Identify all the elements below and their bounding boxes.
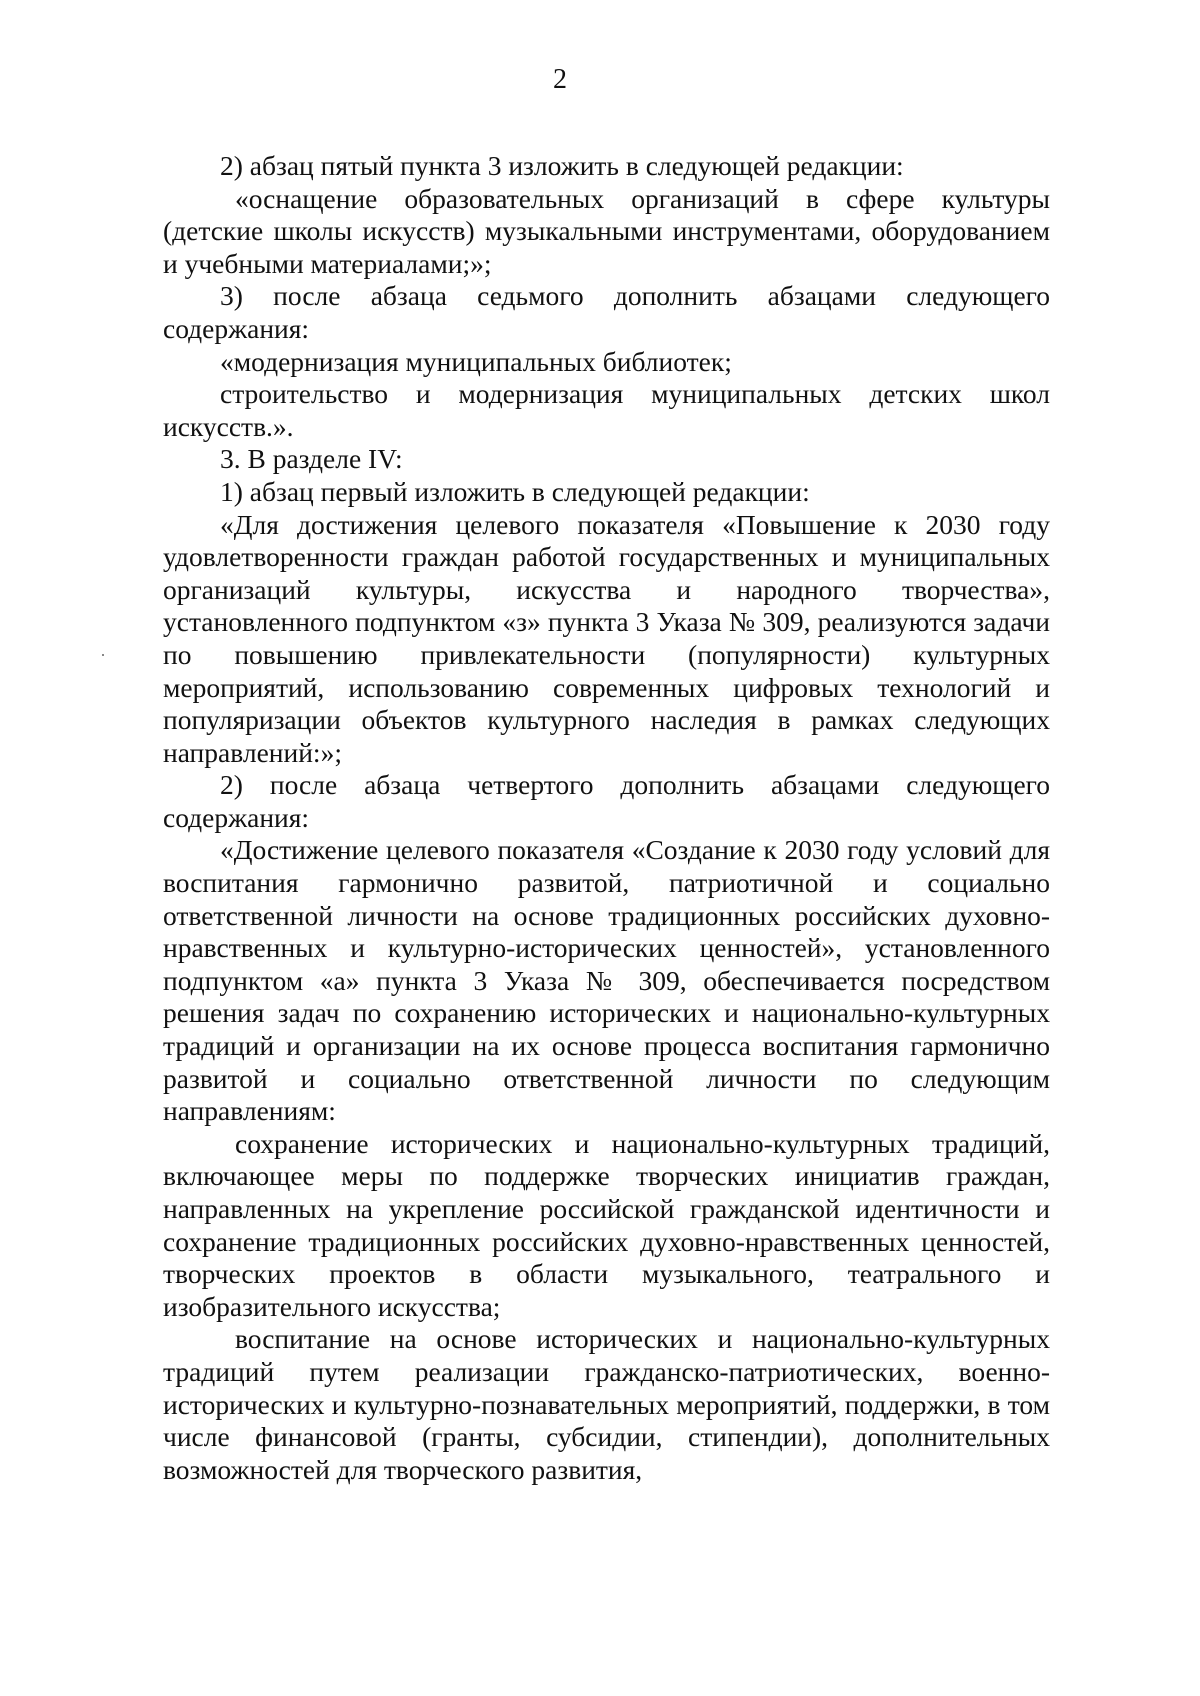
paragraph-quote-target-indicator: «Для достижения целевого показателя «Повышение к 2030 году удовлетворенности граждан работой государственных и муниципальных организаций культуры, искусства и народного творчества», установленного подпунктом «з» пункта 3 Указа № 309, реализуются задачи по повышению привлекательности (популярности) культурных мероприятий, использованию современных цифровых технологий и популяризации объектов культурного наследия в рамках следующих направлений:»; (163, 508, 1050, 768)
page-number: 2 (553, 64, 567, 95)
paragraph-section-iv: 3. В разделе IV: (220, 443, 403, 475)
paragraph-amend-item-2: 2) абзац пятый пункта 3 изложить в следующей редакции: (220, 150, 904, 181)
paragraph-preservation-traditions: сохранение исторических и национально-культурных традиций, включающее меры по поддержке творческих инициатив граждан, направленных на укрепление российской гражданской идентичности и сохранение традиционных российских духовно-нравственных ценностей, творческих проектов в области музыкального, театрального и изобразительного искусства; (163, 1127, 1050, 1322)
paragraph-amend-item-3: 3) после абзаца седьмого дополнить абзацами следующего содержания: (163, 280, 1050, 344)
paragraph-section-iv-item-1: 1) абзац первый изложить в следующей редакции: (220, 475, 810, 507)
paragraph-upbringing-traditions: воспитание на основе исторических и национально-культурных традиций путем реализации гражданско-патриотических, военно-исторических и культурно-познавательных мероприятий, поддержки, в том числе финансовой (гранты, субсидии, стипендии), дополнительных возможностей для творческого развития, (163, 1323, 1050, 1485)
scan-speck (102, 654, 104, 656)
document-body (163, 150, 1050, 1486)
paragraph-quote-patriotic-upbringing: «Достижение целевого показателя «Создание к 2030 году условий для воспитания гармонично развитой, патриотичной и социально ответственной личности на основе традиционных российских духовно-нравственных и культурно-исторических ценностей», установленного подпунктом «а» пункта 3 Указа № 309, обеспечивается посредством решения задач по сохранению исторических и национально-культурных традиций и организации на их основе процесса воспитания гармонично развитой и социально ответственной личности по следующим направлениям: (163, 834, 1050, 1127)
paragraph-section-iv-item-2: 2) после абзаца четвертого дополнить абзацами следующего содержания: (163, 769, 1050, 833)
paragraph-quote-libraries: «модернизация муниципальных библиотек; (220, 345, 732, 377)
paragraph-schools-construction: строительство и модернизация муниципальных детских школ искусств.». (163, 378, 1050, 442)
paragraph-quote-equipment: «оснащение образовательных организаций в сфере культуры (детские школы искусств) музыкальными инструментами, оборудованием и учебными материалами;»; (163, 182, 1050, 279)
